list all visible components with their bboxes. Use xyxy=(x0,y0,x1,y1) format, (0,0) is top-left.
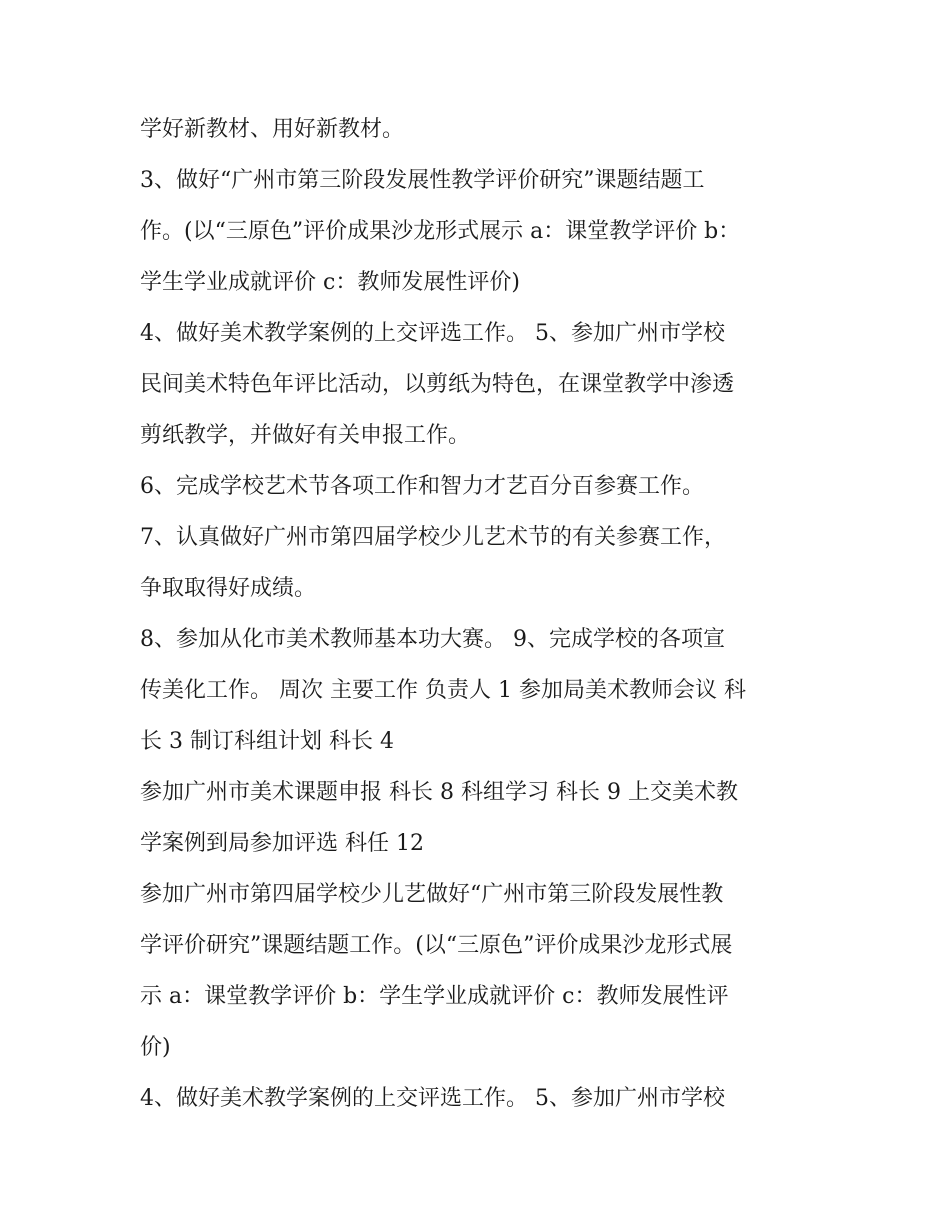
text-line: 长 3 制订科组计划 科长 4 xyxy=(140,729,394,754)
text-line: 学生学业成就评价 c：教师发展性评价) xyxy=(140,270,520,295)
text-line: 8、参加从化市美术教师基本功大赛。 9、完成学校的各项宣 xyxy=(140,627,725,652)
text-line: 民间美术特色年评比活动，以剪纸为特色，在课堂教学中渗透 xyxy=(140,372,735,397)
text-line: 学评价研究”课题结题工作。(以“三原色”评价成果沙龙形式展 xyxy=(140,933,733,958)
text-line: 6、完成学校艺术节各项工作和智力才艺百分百参赛工作。 xyxy=(140,474,704,499)
text-line: 参加广州市美术课题申报 科长 8 科组学习 科长 9 上交美术教 xyxy=(140,780,738,805)
text-line: 7、认真做好广州市第四届学校少儿艺术节的有关参赛工作， xyxy=(140,525,726,550)
text-line: 价) xyxy=(140,1035,171,1060)
text-line: 作。(以“三原色”评价成果沙龙形式展示 a：课堂教学评价 b： xyxy=(140,219,741,244)
text-line: 剪纸教学，并做好有关申报工作。 xyxy=(140,423,471,448)
text-line: 传美化工作。 周次 主要工作 负责人 1 参加局美术教师会议 科 xyxy=(140,678,746,703)
text-line: 4、做好美术教学案例的上交评选工作。 5、参加广州市学校 xyxy=(140,1086,725,1111)
document-body xyxy=(140,104,820,1124)
text-line: 学好新教材、用好新教材。 xyxy=(140,117,405,142)
text-line: 示 a：课堂教学评价 b：学生学业成就评价 c：教师发展性评 xyxy=(140,984,729,1009)
text-line: 学案例到局参加评选 科任 12 xyxy=(140,831,424,856)
text-line: 参加广州市第四届学校少儿艺做好“广州市第三阶段发展性教 xyxy=(140,882,724,907)
text-line: 争取取得好成绩。 xyxy=(140,576,317,601)
text-line: 4、做好美术教学案例的上交评选工作。 5、参加广州市学校 xyxy=(140,321,725,346)
text-line: 3、做好“广州市第三阶段发展性教学评价研究”课题结题工 xyxy=(140,168,705,193)
